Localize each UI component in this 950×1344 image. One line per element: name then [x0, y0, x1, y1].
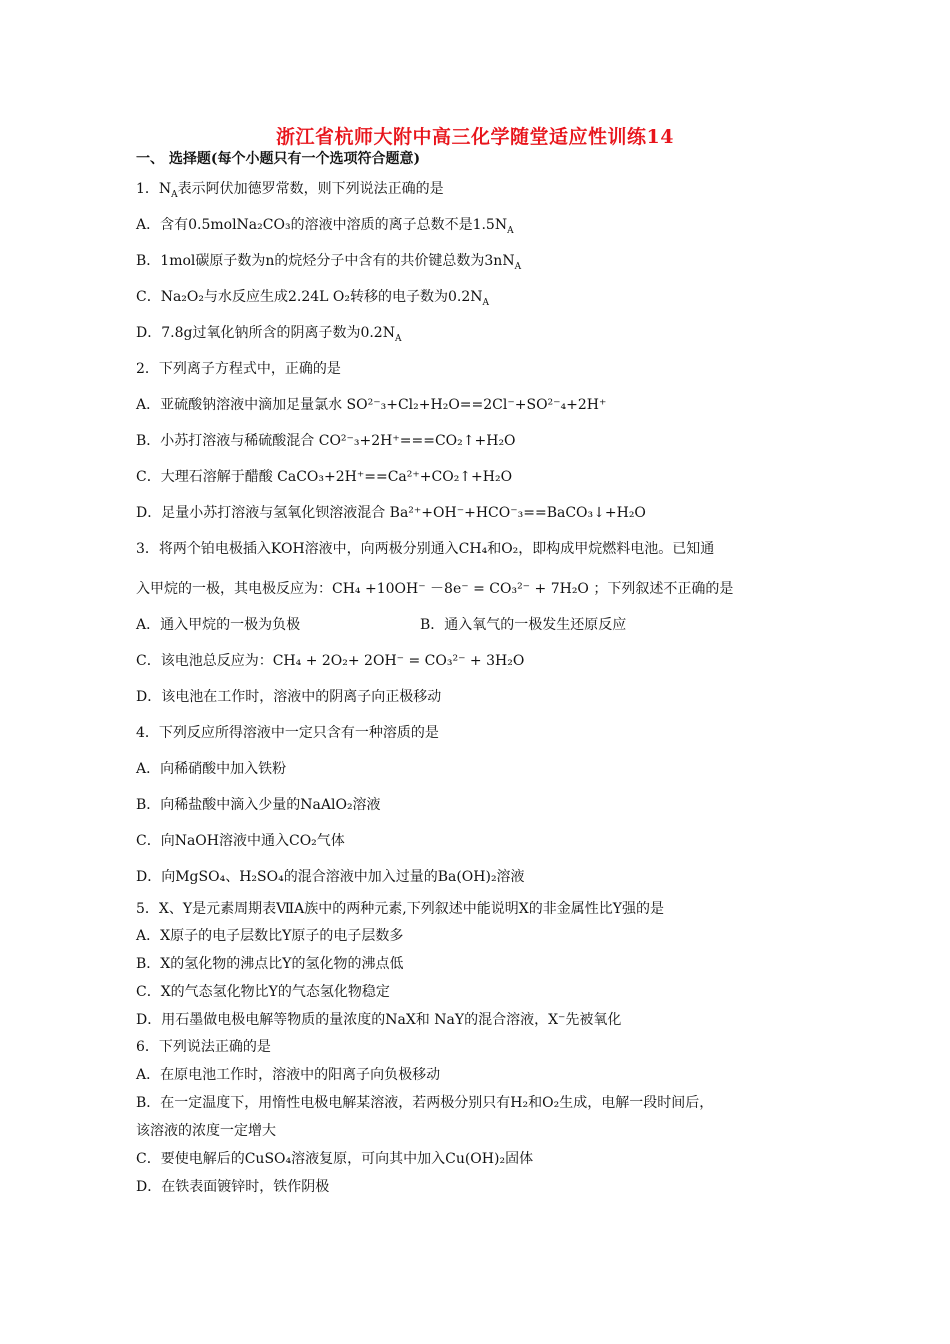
- q4-option-c: C．向NaOH溶液中通入CO₂气体: [136, 833, 345, 849]
- q2-option-b: B．小苏打溶液与稀硫酸混合 CO²⁻₃+2H⁺===CO₂↑+H₂O: [136, 433, 516, 449]
- q6-option-c: C．要使电解后的CuSO₄溶液复原，可向其中加入Cu(OH)₂固体: [136, 1151, 534, 1167]
- q5-stem: 5．X、Y是元素周期表ⅦA族中的两种元素,下列叙述中能说明X的非金属性比Y强的是: [136, 901, 664, 917]
- q1-option-b: B．1mol碳原子数为n的烷烃分子中含有的共价键总数为$3nN_A$: [136, 253, 522, 272]
- q4-option-b: B．向稀盐酸中滴入少量的NaAlO₂溶液: [136, 797, 381, 813]
- q5-option-c: C．X的气态氢化物比Y的气态氢化物稳定: [136, 984, 390, 1000]
- q4-option-a: A．向稀硝酸中加入铁粉: [136, 761, 287, 777]
- q4-option-d: D．向MgSO₄、H₂SO₄的混合溶液中加入过量的Ba(OH)₂溶液: [136, 869, 525, 885]
- q1-option-c: C．Na₂O₂与水反应生成2.24L O₂转移的电子数为$0.2N_A$: [136, 289, 490, 308]
- q5-option-a: A．X原子的电子层数比Y原子的电子层数多: [136, 928, 404, 944]
- q3-option-d: D．该电池在工作时，溶液中的阴离子向正极移动: [136, 689, 442, 705]
- section-heading: 一、 选择题(每个小题只有一个选项符合题意): [136, 151, 421, 167]
- q5-option-b: B．X的氢化物的沸点比Y的氢化物的沸点低: [136, 956, 404, 972]
- q6-option-b-line1: B．在一定温度下，用惰性电极电解某溶液，若两极分别只有H₂和O₂生成，电解一段时间后，: [136, 1095, 714, 1111]
- q6-option-d: D．在铁表面镀锌时，铁作阴极: [136, 1179, 330, 1195]
- q1-option-d: D．7.8g过氧化钠所含的阴离子数为$0.2N_A$: [136, 325, 402, 344]
- q2-stem: 2．下列离子方程式中，正确的是: [136, 361, 341, 377]
- q3-option-c: C．该电池总反应为：CH₄ + 2O₂+ 2OH⁻ = CO₃²⁻ + 3H₂O: [136, 653, 525, 669]
- q3-option-a: A．通入甲烷的一极为负极: [136, 617, 301, 633]
- q4-stem: 4．下列反应所得溶液中一定只含有一种溶质的是: [136, 725, 439, 741]
- q6-option-a: A．在原电池工作时，溶液中的阳离子向负极移动: [136, 1067, 441, 1083]
- q6-stem: 6．下列说法正确的是: [136, 1039, 271, 1055]
- q3-stem-line2: 入甲烷的一极，其电极反应为：CH₄ +10OH⁻ －8e⁻ = CO₃²⁻ + 7H₂O ；下列叙述不正确的是: [136, 581, 734, 597]
- q5-option-d: D．用石墨做电极电解等物质的量浓度的NaX和 NaY的混合溶液，X⁻先被氧化: [136, 1012, 622, 1028]
- q3-stem-line1: 3．将两个铂电极插入KOH溶液中，向两极分别通入CH₄和O₂，即构成甲烷燃料电池。已知通: [136, 541, 715, 557]
- q2-option-d: D．足量小苏打溶液与氢氧化钡溶液混合 Ba²⁺+OH⁻+HCO⁻₃==BaCO₃↓+H₂O: [136, 505, 646, 521]
- q2-option-a: A．亚硫酸钠溶液中滴加足量氯水 SO²⁻₃+Cl₂+H₂O==2Cl⁻+SO²⁻₄+2H⁺: [136, 397, 607, 413]
- q6-option-b-line2: 该溶液的浓度一定增大: [136, 1123, 276, 1139]
- q3-option-b: B．通入氧气的一极发生还原反应: [420, 617, 627, 633]
- q1-stem: 1．$N_A$表示阿伏加德罗常数，则下列说法正确的是: [136, 181, 444, 200]
- page-title: 浙江省杭师大附中高三化学随堂适应性训练14: [276, 126, 674, 148]
- q2-option-c: C．大理石溶解于醋酸 CaCO₃+2H⁺==Ca²⁺+CO₂↑+H₂O: [136, 469, 513, 485]
- q1-option-a: A．含有0.5molNa₂CO₃的溶液中溶质的离子总数不是$1.5N_A$: [136, 217, 514, 236]
